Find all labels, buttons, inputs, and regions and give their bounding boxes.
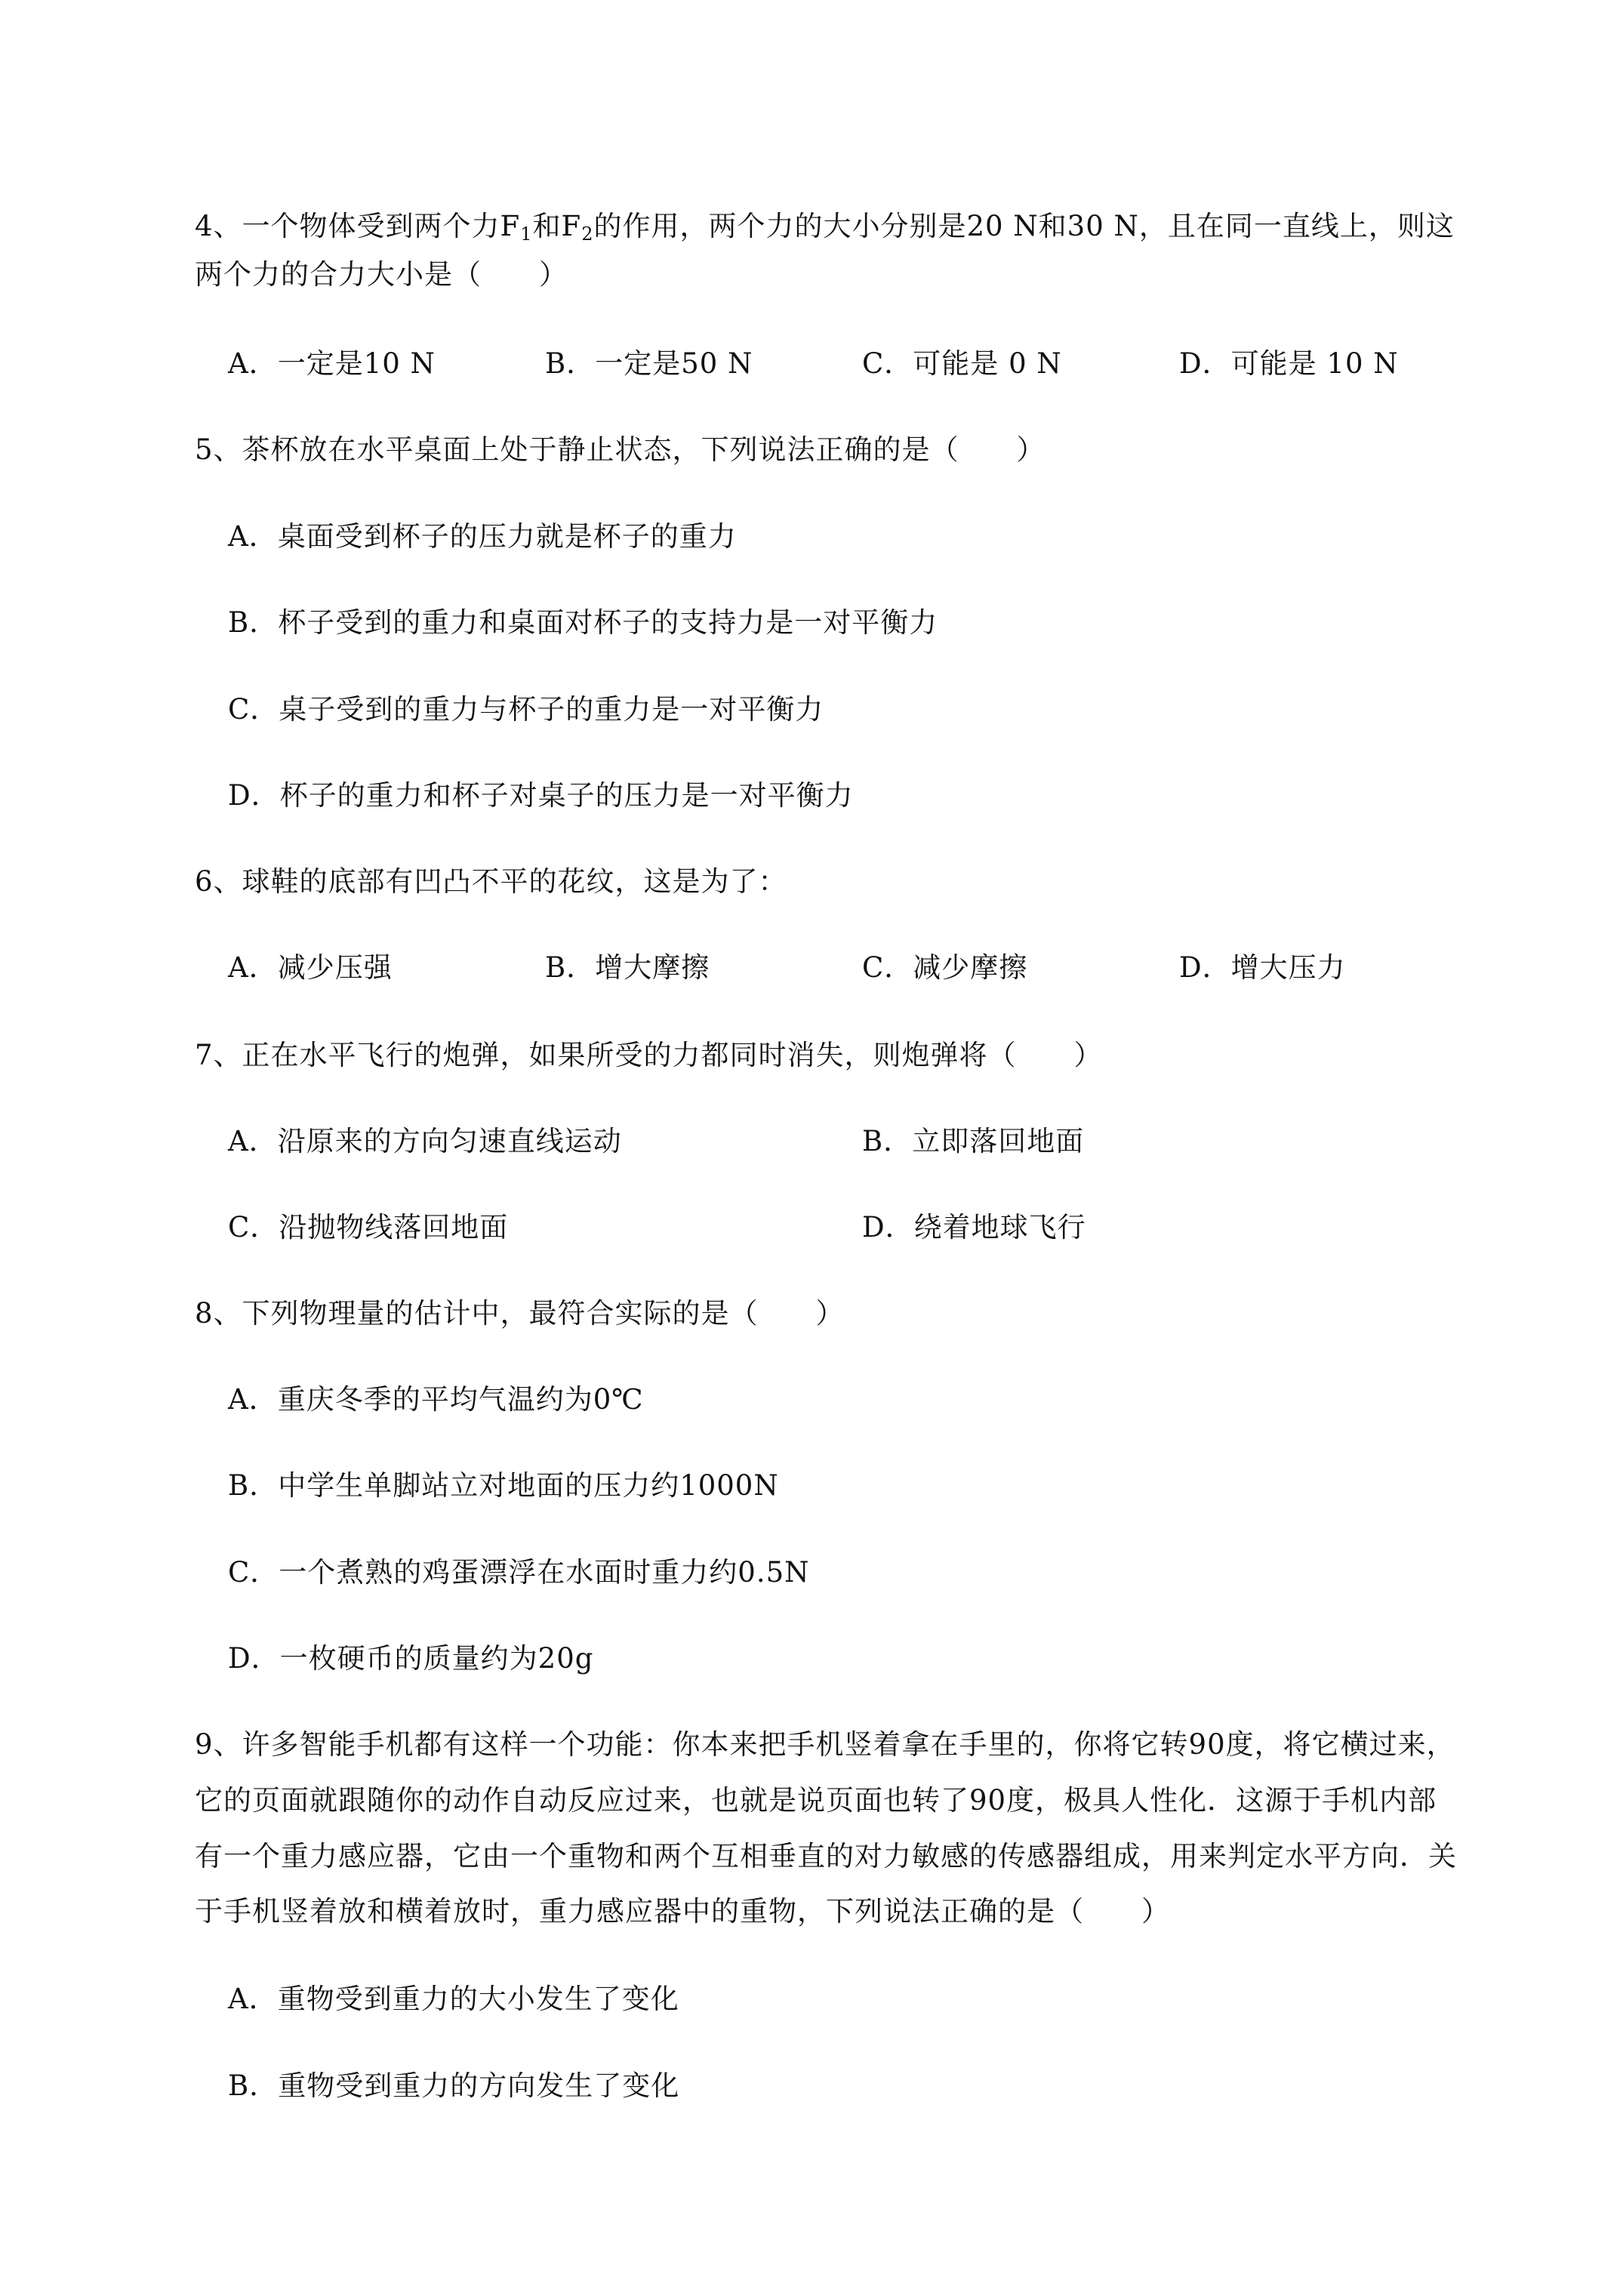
q4-stem-text-b: 和F <box>532 210 582 242</box>
q4-option-d: D．可能是 10 N <box>1179 347 1399 380</box>
q5-option-a: A．桌面受到杯子的压力就是杯子的重力 <box>228 520 737 553</box>
q9-option-a: A．重物受到重力的大小发生了变化 <box>228 1983 679 2015</box>
q6-option-d: D．增大压力 <box>1179 951 1346 984</box>
q4-option-a: A．一定是10 N <box>228 347 436 380</box>
q6-option-b: B．增大摩擦 <box>545 951 710 984</box>
q7-option-a: A．沿原来的方向匀速直线运动 <box>228 1125 622 1157</box>
q9-option-b: B．重物受到重力的方向发生了变化 <box>228 2069 680 2102</box>
q8-option-d: D．一枚硬币的质量约为20g <box>228 1642 594 1675</box>
q4-stem-text-c: 的作用，两个力的大小分别是20 N和30 N，且在同一直线上，则这 <box>593 210 1455 242</box>
q8-stem: 8、下列物理量的估计中，最符合实际的是（ ） <box>195 1297 845 1330</box>
q8-option-a: A．重庆冬季的平均气温约为0℃ <box>228 1383 644 1416</box>
q4-stem-line1 <box>195 205 1455 248</box>
q4-subscript-1: 1 <box>520 223 533 245</box>
q7-stem: 7、正在水平飞行的炮弹，如果所受的力都同时消失，则炮弹将（ ） <box>195 1039 1103 1071</box>
q5-option-c: C．桌子受到的重力与杯子的重力是一对平衡力 <box>228 693 824 726</box>
q8-option-b: B．中学生单脚站立对地面的压力约1000N <box>228 1469 779 1502</box>
q6-option-a: A．减少压强 <box>228 951 393 984</box>
q5-stem: 5、茶杯放在水平桌面上处于静止状态，下列说法正确的是（ ） <box>195 433 1046 466</box>
q9-stem-line1: 9、许多智能手机都有这样一个功能：你本来把手机竖着拿在手里的，你将它转90度，将它横过来， <box>195 1728 1455 1761</box>
q7-option-b: B．立即落回地面 <box>862 1125 1085 1157</box>
q4-option-c: C．可能是 0 N <box>862 347 1062 380</box>
q4-stem-line2: 两个力的合力大小是（ ） <box>195 258 568 291</box>
q4-stem-text-a: 4、一个物体受到两个力F <box>195 210 521 242</box>
q6-option-c: C．减少摩擦 <box>862 951 1028 984</box>
q4-subscript-2: 2 <box>581 223 594 245</box>
q5-option-b: B．杯子受到的重力和桌面对杯子的支持力是一对平衡力 <box>228 606 938 639</box>
q6-stem: 6、球鞋的底部有凹凸不平的花纹，这是为了： <box>195 865 787 898</box>
q4-option-b: B．一定是50 N <box>545 347 753 380</box>
q8-option-c: C．一个煮熟的鸡蛋漂浮在水面时重力约0.5N <box>228 1556 810 1589</box>
q9-stem-line2: 它的页面就跟随你的动作自动反应过来，也就是说页面也转了90度，极具人性化．这源于手机内部 <box>195 1784 1437 1817</box>
q9-stem-line4: 于手机竖着放和横着放时，重力感应器中的重物，下列说法正确的是（ ） <box>195 1895 1170 1928</box>
q7-option-c: C．沿抛物线落回地面 <box>228 1211 509 1244</box>
q9-stem-line3: 有一个重力感应器，它由一个重物和两个互相垂直的对力敏感的传感器组成，用来判定水平方向．关 <box>195 1840 1457 1872</box>
q7-option-d: D．绕着地球飞行 <box>862 1211 1086 1244</box>
q5-option-d: D．杯子的重力和杯子对桌子的压力是一对平衡力 <box>228 779 854 812</box>
